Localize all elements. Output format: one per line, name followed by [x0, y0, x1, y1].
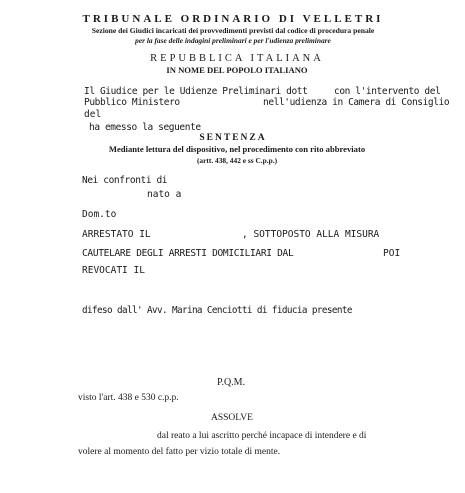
assolve-text: ASSOLVE	[211, 413, 253, 423]
pqm-title: P.Q.M.	[217, 377, 246, 388]
sentenza-line-2: (artt. 438, 442 e ss C.p.p.)	[196, 156, 278, 165]
domicilio-text: Dom.to	[82, 209, 117, 220]
confronti-text: Nei confronti di	[82, 175, 168, 186]
cautelare-text: CAUTELARE DEGLI ARRESTI DOMICILIARI DAL	[82, 248, 294, 259]
giudice-line: Il Giudice per le Udienze Preliminari dott	[84, 86, 308, 97]
sentenza-line-1: Mediante lettura del dispositivo, nel procedimento con rito abbreviato	[108, 144, 366, 154]
del-text: del	[84, 109, 102, 120]
udienza-text: nell'udienza in Camera di Consiglio	[263, 97, 450, 108]
arrestato-text: ARRESTATO IL	[82, 229, 151, 240]
pqm-line-1: dal reato a lui ascritto perché incapace di intendere e di	[157, 431, 367, 441]
emesso-text: ha emesso la seguente	[89, 122, 201, 133]
sottoposto-text: , SOTTOPOSTO ALLA MISURA	[242, 229, 380, 240]
intervento-text: con l'intervento del	[334, 86, 441, 97]
republic-name: REPUBBLICA ITALIANA	[150, 53, 324, 64]
in-nome-popolo: IN NOME DEL POPOLO ITALIANO	[166, 65, 308, 75]
difeso-text: difeso dall' Avv. Marina Cenciotti di fiducia presente	[82, 305, 352, 316]
sentenza-title: SENTENZA	[199, 133, 267, 143]
nato-text: nato a	[147, 189, 182, 200]
visto-text: visto l'art. 438 e 530 c.p.p.	[78, 393, 179, 403]
court-name: TRIBUNALE ORDINARIO DI VELLETRI	[82, 13, 384, 25]
revocati-text: REVOCATI IL	[82, 265, 145, 276]
section-line-2: per la fase delle indagini preliminari e per l'udienza preliminare	[135, 36, 331, 45]
pqm-line-2: volere al momento del fatto per vizio totale di mente.	[78, 447, 281, 457]
pm-text: Pubblico Ministero	[84, 97, 180, 108]
poi-text: POI	[383, 248, 401, 259]
section-line-1: Sezione dei Giudici incaricati dei provvedimenti previsti dal codice di procedura penale	[91, 26, 375, 35]
